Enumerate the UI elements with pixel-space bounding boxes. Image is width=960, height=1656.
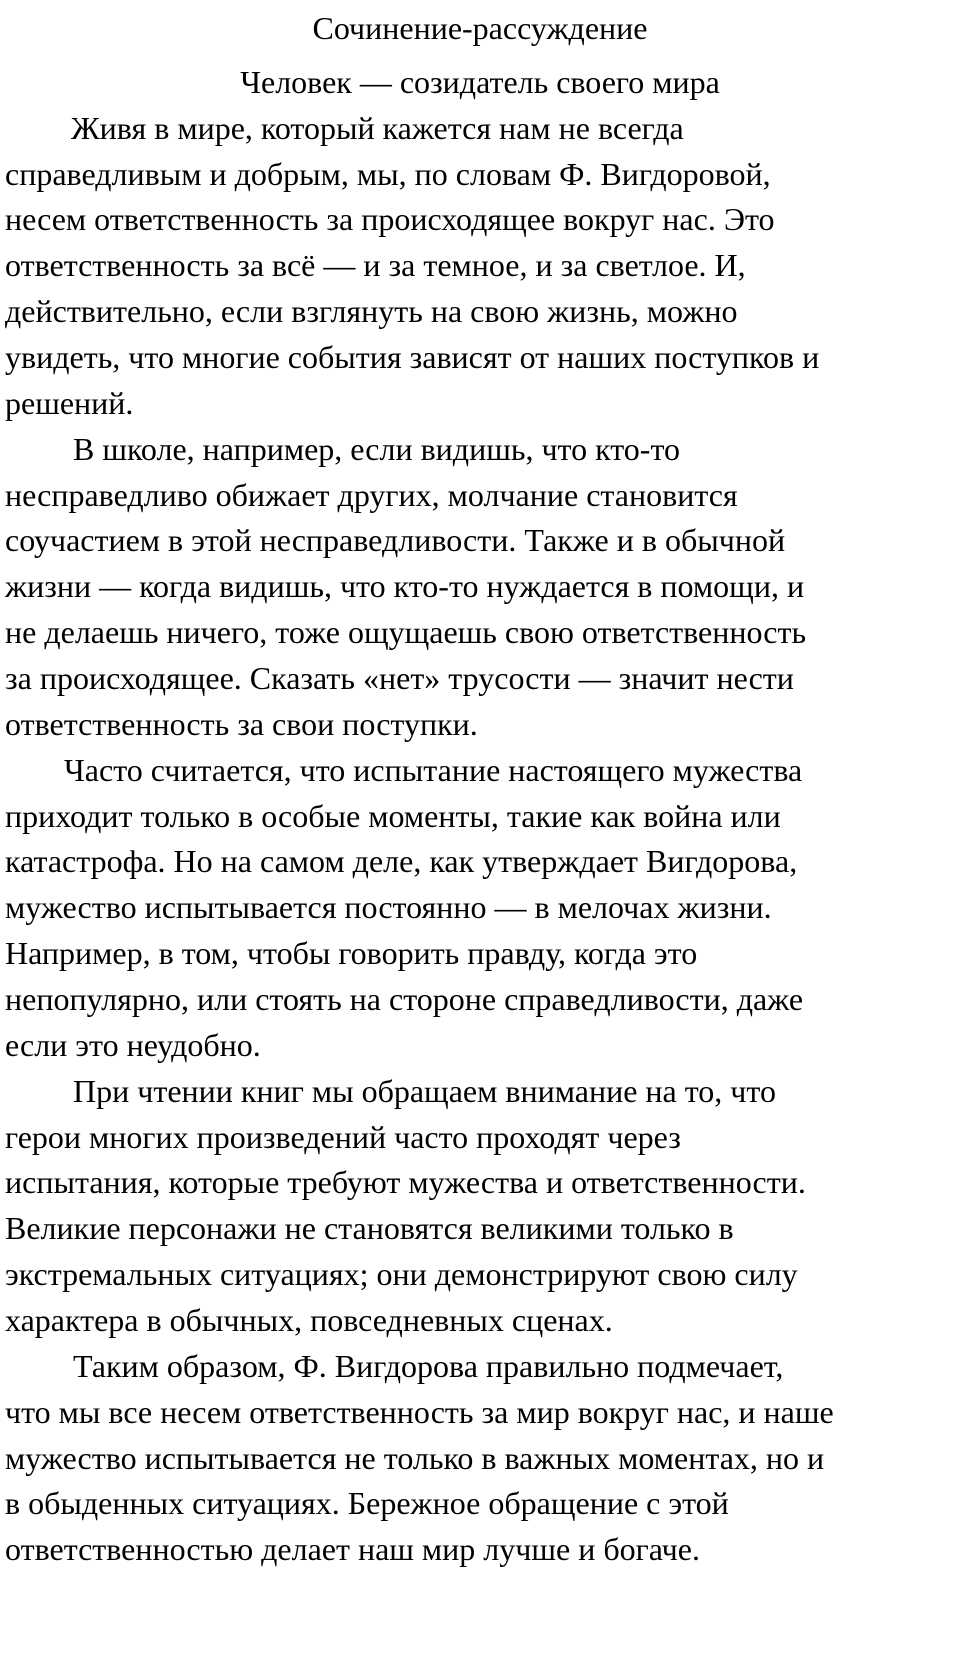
paragraph-1-line-5: действительно, если взглянуть на свою жизнь, можно <box>5 293 738 329</box>
paragraph-4-line-1: При чтении книг мы обращаем внимание на то, что <box>73 1073 776 1109</box>
paragraph-3-line-1: Часто считается, что испытание настоящего мужества <box>64 752 803 788</box>
paragraph-4-line-3: испытания, которые требуют мужества и ответственности. <box>5 1164 806 1200</box>
paragraph-2-line-1: В школе, например, если видишь, что кто-то <box>73 431 680 467</box>
essay-title: Человек — созидатель своего мира <box>240 64 720 100</box>
paragraph-5-line-1: Таким образом, Ф. Вигдорова правильно подмечает, <box>73 1348 784 1384</box>
paragraph-5-line-2: что мы все несем ответственность за мир вокруг нас, и наше <box>5 1394 834 1430</box>
paragraph-2-line-3: соучастием в этой несправедливости. Также и в обычной <box>5 522 786 558</box>
paragraph-4-line-4: Великие персонажи не становятся великими только в <box>5 1210 734 1246</box>
paragraph-2-line-2: несправедливо обижает других, молчание становится <box>5 477 738 513</box>
paragraph-2-line-4: жизни — когда видишь, что кто-то нуждается в помощи, и <box>5 568 805 604</box>
paragraph-4-line-5: экстремальных ситуациях; они демонстрируют свою силу <box>5 1256 798 1292</box>
paragraph-3-line-6: непопулярно, или стоять на стороне справедливости, даже <box>5 981 804 1017</box>
essay-heading: Сочинение-рассуждение <box>312 10 648 46</box>
paragraph-5-line-4: в обыденных ситуациях. Бережное обращение с этой <box>5 1485 729 1521</box>
paragraph-4-line-2: герои многих произведений часто проходят через <box>5 1119 681 1155</box>
paragraph-3-line-7: если это неудобно. <box>5 1027 261 1063</box>
paragraph-1-line-6: увидеть, что многие события зависят от наших поступков и <box>5 339 820 375</box>
paragraph-2-line-7: ответственность за свои поступки. <box>5 706 478 742</box>
paragraph-1-line-3: несем ответственность за происходящее вокруг нас. Это <box>5 201 775 237</box>
paragraph-3-line-4: мужество испытывается постоянно — в мелочах жизни. <box>5 889 772 925</box>
paragraph-1-line-2: справедливым и добрым, мы, по словам Ф. Вигдоровой, <box>5 156 771 192</box>
paragraph-1-line-4: ответственность за всё — и за темное, и за светлое. И, <box>5 247 746 283</box>
paragraph-5-line-5: ответственностью делает наш мир лучше и богаче. <box>5 1531 700 1567</box>
paragraph-3-line-2: приходит только в особые моменты, такие как война или <box>5 798 781 834</box>
paragraph-1-line-1: Живя в мире, который кажется нам не всегда <box>71 110 684 146</box>
paragraph-5-line-3: мужество испытывается не только в важных моментах, но и <box>5 1440 825 1476</box>
paragraph-2-line-5: не делаешь ничего, тоже ощущаешь свою ответственность <box>5 614 807 650</box>
paragraph-3-line-3: катастрофа. Но на самом деле, как утверждает Вигдорова, <box>5 843 798 879</box>
paragraph-2-line-6: за происходящее. Сказать «нет» трусости — значит нести <box>5 660 794 696</box>
paragraph-1-line-7: решений. <box>5 385 134 421</box>
paragraph-4-line-6: характера в обычных, повседневных сценах. <box>5 1302 613 1338</box>
paragraph-3-line-5: Например, в том, чтобы говорить правду, когда это <box>5 935 698 971</box>
